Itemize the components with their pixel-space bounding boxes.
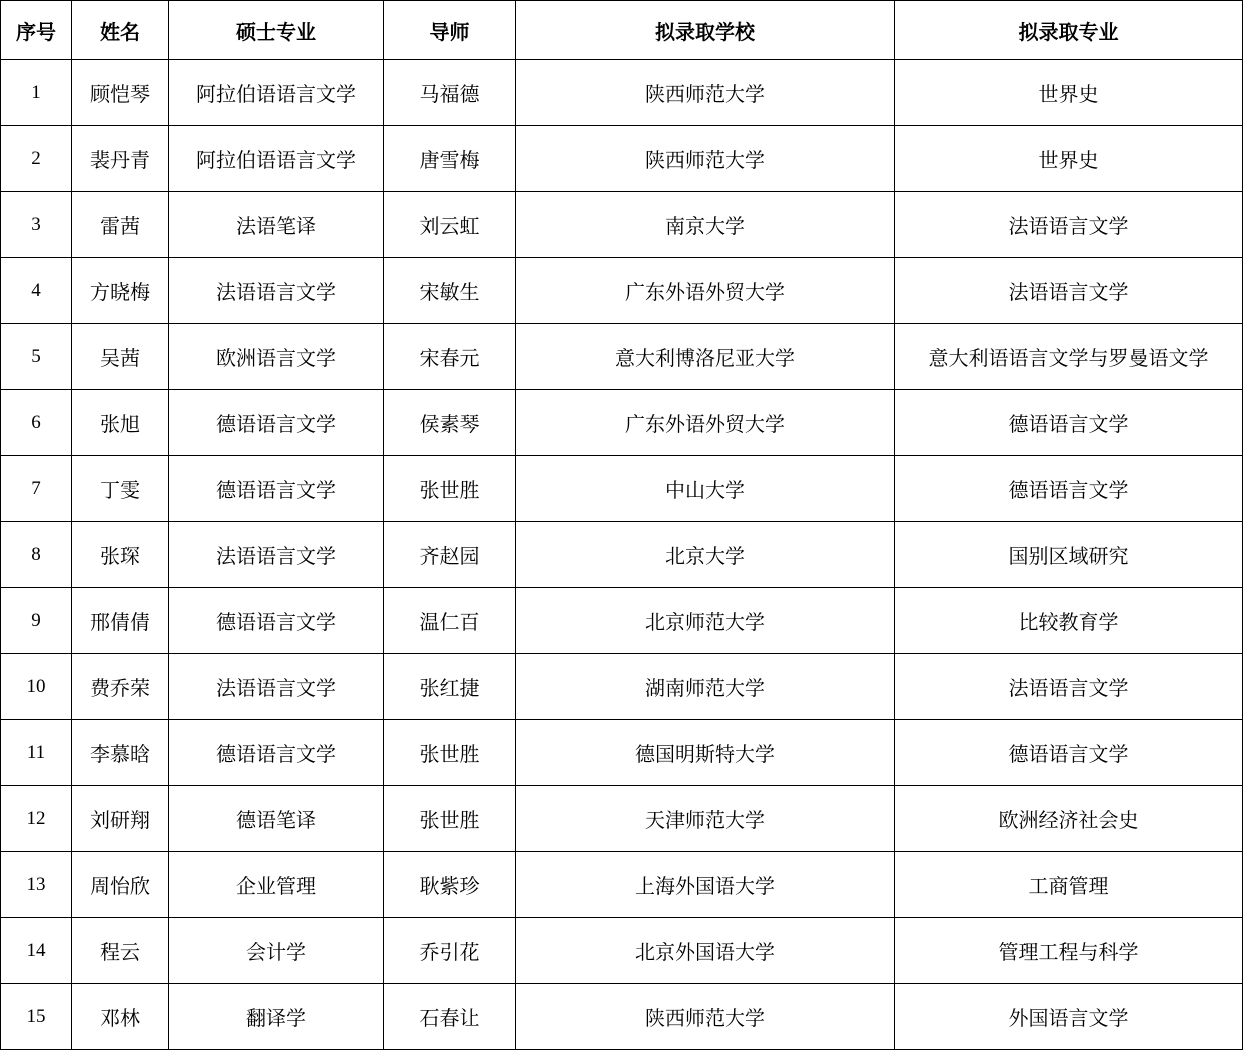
admitting-major-cell: 外国语言文学 [895, 984, 1243, 1050]
table-body [1, 60, 1243, 1050]
master-major-cell: 法语笔译 [169, 192, 384, 258]
supervisor-cell: 马福德 [384, 60, 516, 126]
admitting-school-cell: 湖南师范大学 [516, 654, 895, 720]
table-row [1, 786, 1243, 852]
table-row [1, 918, 1243, 984]
admitting-major-cell: 法语语言文学 [895, 192, 1243, 258]
name-cell: 程云 [72, 918, 169, 984]
serial-number-cell: 6 [1, 390, 72, 456]
admitting-major-cell: 德语语言文学 [895, 720, 1243, 786]
header-master-major: 硕士专业 [169, 1, 384, 60]
master-major-cell: 会计学 [169, 918, 384, 984]
admitting-school-cell: 德国明斯特大学 [516, 720, 895, 786]
table-row [1, 126, 1243, 192]
master-major-cell: 德语语言文学 [169, 390, 384, 456]
admitting-major-cell: 管理工程与科学 [895, 918, 1243, 984]
serial-number-cell: 1 [1, 60, 72, 126]
name-cell: 吴茜 [72, 324, 169, 390]
serial-number-cell: 2 [1, 126, 72, 192]
admitting-major-cell: 德语语言文学 [895, 456, 1243, 522]
admitting-major-cell: 世界史 [895, 60, 1243, 126]
name-cell: 刘研翔 [72, 786, 169, 852]
supervisor-cell: 石春让 [384, 984, 516, 1050]
table-row [1, 324, 1243, 390]
master-major-cell: 法语语言文学 [169, 258, 384, 324]
master-major-cell: 企业管理 [169, 852, 384, 918]
serial-number-cell: 7 [1, 456, 72, 522]
table-row [1, 852, 1243, 918]
name-cell: 邓林 [72, 984, 169, 1050]
serial-number-cell: 12 [1, 786, 72, 852]
admitting-major-cell: 法语语言文学 [895, 258, 1243, 324]
serial-number-cell: 14 [1, 918, 72, 984]
master-major-cell: 德语语言文学 [169, 456, 384, 522]
supervisor-cell: 刘云虹 [384, 192, 516, 258]
name-cell: 张旭 [72, 390, 169, 456]
table-row [1, 522, 1243, 588]
table-row [1, 654, 1243, 720]
supervisor-cell: 齐赵园 [384, 522, 516, 588]
master-major-cell: 德语语言文学 [169, 720, 384, 786]
name-cell: 邢倩倩 [72, 588, 169, 654]
supervisor-cell: 温仁百 [384, 588, 516, 654]
supervisor-cell: 宋春元 [384, 324, 516, 390]
serial-number-cell: 10 [1, 654, 72, 720]
name-cell: 费乔荣 [72, 654, 169, 720]
master-major-cell: 翻译学 [169, 984, 384, 1050]
serial-number-cell: 3 [1, 192, 72, 258]
name-cell: 张琛 [72, 522, 169, 588]
admitting-major-cell: 法语语言文学 [895, 654, 1243, 720]
admitting-major-cell: 德语语言文学 [895, 390, 1243, 456]
supervisor-cell: 唐雪梅 [384, 126, 516, 192]
admitting-major-cell: 国别区域研究 [895, 522, 1243, 588]
admitting-school-cell: 南京大学 [516, 192, 895, 258]
master-major-cell: 法语语言文学 [169, 522, 384, 588]
name-cell: 丁雯 [72, 456, 169, 522]
supervisor-cell: 侯素琴 [384, 390, 516, 456]
name-cell: 周怡欣 [72, 852, 169, 918]
name-cell: 方晓梅 [72, 258, 169, 324]
supervisor-cell: 乔引花 [384, 918, 516, 984]
table-row [1, 588, 1243, 654]
admitting-major-cell: 世界史 [895, 126, 1243, 192]
admitting-school-cell: 上海外国语大学 [516, 852, 895, 918]
name-cell: 裴丹青 [72, 126, 169, 192]
serial-number-cell: 15 [1, 984, 72, 1050]
master-major-cell: 欧洲语言文学 [169, 324, 384, 390]
serial-number-cell: 9 [1, 588, 72, 654]
header-name: 姓名 [72, 1, 169, 60]
table-row [1, 192, 1243, 258]
admitting-major-cell: 欧洲经济社会史 [895, 786, 1243, 852]
serial-number-cell: 11 [1, 720, 72, 786]
table-row [1, 984, 1243, 1050]
master-major-cell: 阿拉伯语语言文学 [169, 126, 384, 192]
master-major-cell: 法语语言文学 [169, 654, 384, 720]
header-row [1, 1, 1243, 60]
serial-number-cell: 13 [1, 852, 72, 918]
table-header [1, 1, 1243, 60]
admitting-school-cell: 陕西师范大学 [516, 984, 895, 1050]
admitting-school-cell: 天津师范大学 [516, 786, 895, 852]
admitting-major-cell: 比较教育学 [895, 588, 1243, 654]
name-cell: 李慕晗 [72, 720, 169, 786]
admitting-school-cell: 陕西师范大学 [516, 126, 895, 192]
header-serial-number: 序号 [1, 1, 72, 60]
admitting-school-cell: 广东外语外贸大学 [516, 258, 895, 324]
serial-number-cell: 4 [1, 258, 72, 324]
master-major-cell: 德语笔译 [169, 786, 384, 852]
master-major-cell: 阿拉伯语语言文学 [169, 60, 384, 126]
admitting-school-cell: 陕西师范大学 [516, 60, 895, 126]
admitting-school-cell: 广东外语外贸大学 [516, 390, 895, 456]
supervisor-cell: 张世胜 [384, 786, 516, 852]
table-row [1, 390, 1243, 456]
admitting-major-cell: 工商管理 [895, 852, 1243, 918]
supervisor-cell: 张世胜 [384, 720, 516, 786]
supervisor-cell: 张红捷 [384, 654, 516, 720]
name-cell: 雷茜 [72, 192, 169, 258]
admitting-school-cell: 北京大学 [516, 522, 895, 588]
admitting-school-cell: 北京外国语大学 [516, 918, 895, 984]
admitting-major-cell: 意大利语语言文学与罗曼语文学 [895, 324, 1243, 390]
header-admitting-major: 拟录取专业 [895, 1, 1243, 60]
header-admitting-school: 拟录取学校 [516, 1, 895, 60]
admitting-school-cell: 北京师范大学 [516, 588, 895, 654]
admitting-school-cell: 意大利博洛尼亚大学 [516, 324, 895, 390]
header-supervisor: 导师 [384, 1, 516, 60]
master-major-cell: 德语语言文学 [169, 588, 384, 654]
table-row [1, 60, 1243, 126]
name-cell: 顾恺琴 [72, 60, 169, 126]
serial-number-cell: 5 [1, 324, 72, 390]
supervisor-cell: 张世胜 [384, 456, 516, 522]
supervisor-cell: 耿紫珍 [384, 852, 516, 918]
serial-number-cell: 8 [1, 522, 72, 588]
table-row [1, 258, 1243, 324]
table-row [1, 720, 1243, 786]
admitting-school-cell: 中山大学 [516, 456, 895, 522]
supervisor-cell: 宋敏生 [384, 258, 516, 324]
table-row [1, 456, 1243, 522]
